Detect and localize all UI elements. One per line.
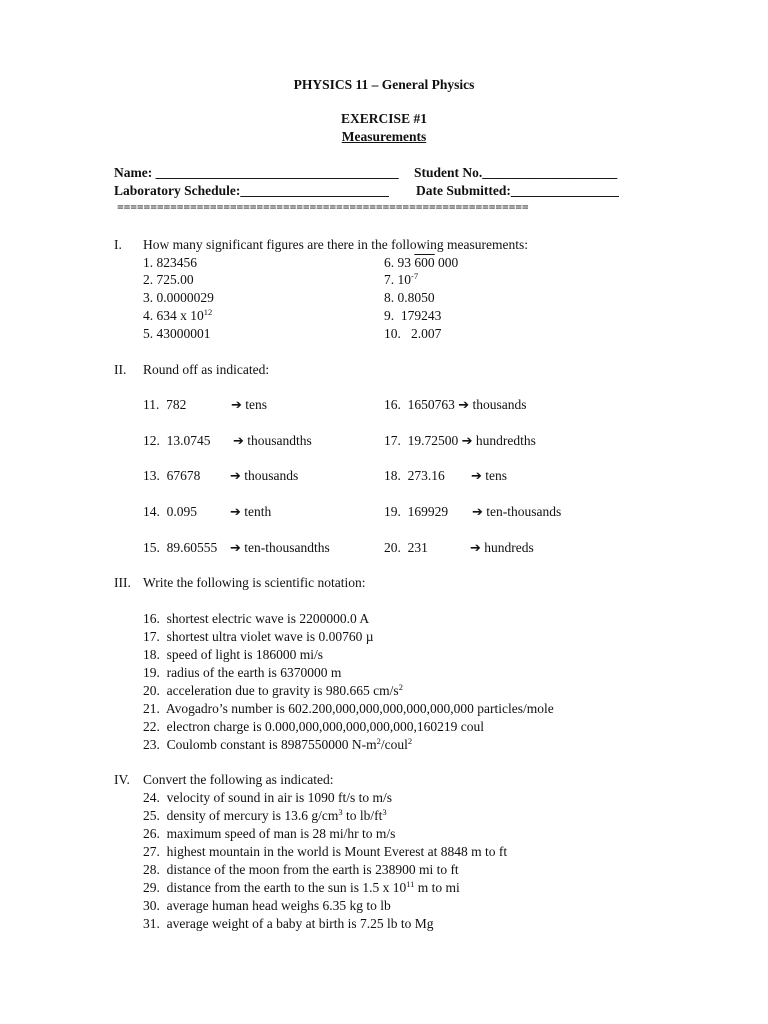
round-target-18: ➔ tens xyxy=(471,468,508,484)
convert-item-24: 24. velocity of sound in air is 1090 ft/s to m/s xyxy=(143,790,392,805)
arrow-right-icon: ➔ xyxy=(461,434,473,449)
sigfig-item-9: 9. 179243 xyxy=(384,308,442,323)
convert-item-26: 26. maximum speed of man is 28 mi/hr to m/s xyxy=(143,826,396,841)
student-no-line[interactable]: ____________________ xyxy=(482,165,618,180)
section1-instruction: How many significant figures are there in the following measurements: xyxy=(143,237,529,252)
course-title: PHYSICS 11 – General Physics xyxy=(293,77,475,92)
round-target-14: ➔ tenth xyxy=(230,504,272,520)
convert-item-30: 30. average human head weighs 6.35 kg to lb xyxy=(143,898,391,913)
sci-item-18: 18. speed of light is 186000 mi/s xyxy=(143,647,323,662)
student-no-row xyxy=(414,165,617,181)
lab-schedule-label: Laboratory Schedule: xyxy=(114,183,241,198)
section1-numeral: I. xyxy=(114,237,122,252)
arrow-right-icon: ➔ xyxy=(230,469,241,484)
sci-item-22: 22. electron charge is 0.000,000,000,000,000,000,160219 coul xyxy=(143,719,484,734)
round-item-13: 13. 67678 xyxy=(143,468,201,483)
lab-schedule-row xyxy=(114,183,389,199)
round-target-12: ➔ thousandths xyxy=(233,433,312,449)
convert-item-25: 25. density of mercury is 13.6 $g/cm^3$ to $lb/ft^3$ xyxy=(143,807,387,823)
sigfig-item-6: 6. 93 600 000 xyxy=(384,255,459,270)
section2-instruction: Round off as indicated: xyxy=(143,362,270,377)
arrow-right-icon: ➔ xyxy=(230,505,241,520)
sigfig-item-7: 7. $10^{-7}$ xyxy=(384,271,419,287)
date-submitted-row xyxy=(416,183,619,199)
round-item-14: 14. 0.095 xyxy=(143,504,197,519)
round-target-20: ➔ hundreds xyxy=(470,540,534,556)
round-target-19: ➔ ten-thousands xyxy=(472,504,562,520)
name-label: Name: xyxy=(114,165,153,180)
arrow-right-icon: ➔ xyxy=(233,434,244,449)
round-item-11: 11. 782 xyxy=(143,397,187,412)
exercise-subtitle: Measurements xyxy=(341,129,427,144)
round-target-13: ➔ thousands xyxy=(230,468,299,484)
round-item-15: 15. 89.60555 xyxy=(143,540,218,555)
name-line[interactable]: ____________________________________ xyxy=(155,165,399,180)
round-item-20: 20. 231 xyxy=(384,540,428,555)
arrow-right-icon: ➔ xyxy=(472,505,483,520)
section3-numeral: III. xyxy=(114,575,131,590)
convert-item-29: 29. distance from the earth to the sun is 1.5 x $10^{11}$ m to mi xyxy=(143,879,460,895)
round-target-11: ➔ tens xyxy=(231,397,268,413)
divider: ============================================================== xyxy=(117,200,529,214)
date-submitted-line[interactable]: ________________ xyxy=(510,183,619,198)
round-target-15: ➔ ten-thousandths xyxy=(230,540,330,556)
sci-item-21: 21. Avogadro’s number is 602.200,000,000,000,000,000,000 particles/mole xyxy=(143,701,554,716)
section3-instruction: Write the following is scientific notation: xyxy=(143,575,366,590)
sci-item-16: 16. shortest electric wave is 2200000.0 A xyxy=(143,611,370,626)
sci-item-23: 23. Coulomb constant is 8987550000 $N-m^2/coul^2$ xyxy=(143,736,413,752)
sigfig-item-8: 8. 0.8050 xyxy=(384,290,435,305)
lab-schedule-line[interactable]: ______________________ xyxy=(240,183,389,198)
sigfig-item-10: 10. 2.007 xyxy=(384,326,442,341)
sigfig-item-5: 5. 43000001 xyxy=(143,326,211,341)
sigfig-item-2: 2. 725.00 xyxy=(143,272,194,287)
round-item-17: 17. 19.72500 ➔ hundredths xyxy=(384,433,536,449)
arrow-right-icon: ➔ xyxy=(471,469,482,484)
sci-item-19: 19. radius of the earth is 6370000 m xyxy=(143,665,342,680)
arrow-right-icon: ➔ xyxy=(231,398,242,413)
student-no-label: Student No. xyxy=(414,165,483,180)
round-item-18: 18. 273.16 xyxy=(384,468,445,483)
date-submitted-label: Date Submitted: xyxy=(416,183,511,198)
convert-item-31: 31. average weight of a baby at birth is 7.25 lb to Mg xyxy=(143,916,434,931)
section4-instruction: Convert the following as indicated: xyxy=(143,772,334,787)
sigfig-item-4: 4. 634 x $10^{12}$ xyxy=(143,307,213,323)
round-item-16: 16. 1650763 ➔ thousands xyxy=(384,397,527,413)
sigfig-item-1: 1. 823456 xyxy=(143,255,197,270)
round-item-19: 19. 169929 xyxy=(384,504,449,519)
arrow-right-icon: ➔ xyxy=(230,541,241,556)
convert-item-27: 27. highest mountain in the world is Mount Everest at 8848 m to ft xyxy=(143,844,508,859)
convert-item-28: 28. distance of the moon from the earth is 238900 mi to ft xyxy=(143,862,459,877)
name-field-row xyxy=(114,165,399,181)
round-item-12: 12. 13.0745 xyxy=(143,433,211,448)
exercise-title: EXERCISE #1 xyxy=(341,111,427,126)
section2-numeral: II. xyxy=(114,362,127,377)
sigfig-item-3: 3. 0.0000029 xyxy=(143,290,214,305)
sci-item-17: 17. shortest ultra violet wave is 0.00760 µ xyxy=(143,629,374,644)
arrow-right-icon: ➔ xyxy=(458,398,470,413)
sci-item-20: 20. acceleration due to gravity is 980.665 $cm/s^2$ xyxy=(143,682,403,698)
section4-numeral: IV. xyxy=(114,772,130,787)
arrow-right-icon: ➔ xyxy=(470,541,481,556)
